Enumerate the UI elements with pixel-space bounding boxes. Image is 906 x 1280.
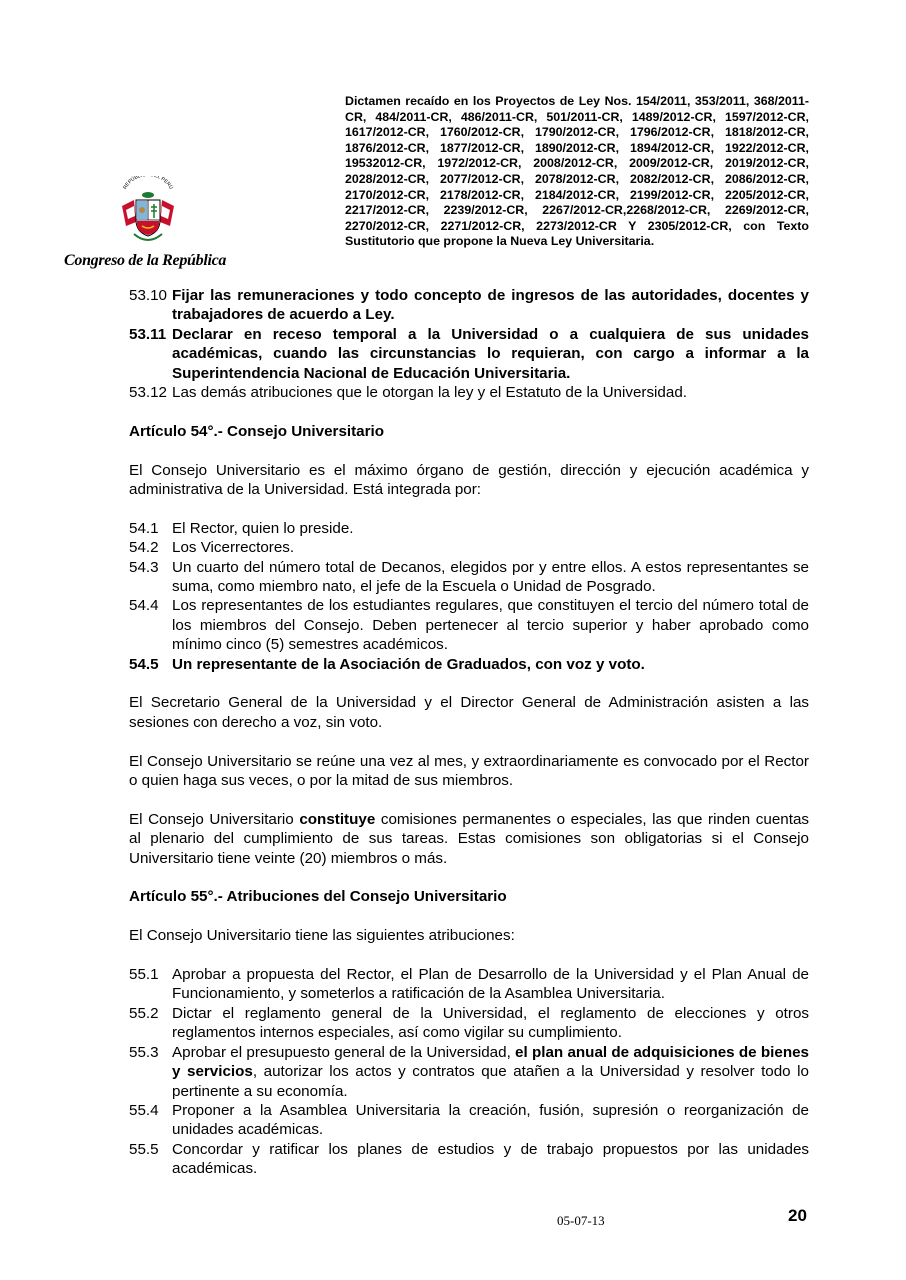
item-text: Los Vicerrectores. xyxy=(172,539,295,557)
item-text: Dictar el reglamento general de la Universidad, el reglamento de elecciones y otros reglamentos internos especiales, así como vigilar su cumplimiento. xyxy=(172,1004,809,1042)
list-item xyxy=(129,1140,809,1179)
svg-text:REPÚBLICA DEL PERÚ: REPÚBL EL PERÚ xyxy=(122,176,174,191)
item-number: 54.1 xyxy=(129,519,159,537)
paragraph: El Consejo Universitario se reúne una vez al mes, y extraordinariamente es convocado por el Rector o quien haga sus veces, o por la mitad de sus miembros. xyxy=(129,752,809,790)
list-item xyxy=(129,655,809,674)
item-number: 55.3 xyxy=(129,1043,159,1061)
item-text: Los representantes de los estudiantes regulares, que constituyen el tercio del número total de los miembros del Consejo. Deben pertenecer al tercio superior y haber aprobado como mínimo cinco (5) semestres académicos. xyxy=(172,597,809,654)
item-text: Proponer a la Asamblea Universitaria la creación, fusión, supresión o reorganización de unidades académicas. xyxy=(172,1101,809,1139)
item-text: Aprobar el presupuesto general de la Universidad, el plan anual de adquisiciones de bienes y servicios, autorizar los actos y contratos que atañen a la Universidad y resolver todo lo pertinente a su economía. xyxy=(172,1043,810,1100)
item-number: 53.12 xyxy=(129,384,168,402)
list-item xyxy=(129,538,809,557)
article-55-intro: El Consejo Universitario tiene las siguientes atribuciones: xyxy=(129,927,515,945)
list-item xyxy=(129,1043,809,1101)
item-number: 54.3 xyxy=(129,558,159,576)
list-item xyxy=(129,286,809,325)
item-number: 54.4 xyxy=(129,597,159,615)
document-body xyxy=(129,286,809,1179)
list-item xyxy=(129,519,809,538)
list-item xyxy=(129,1004,809,1043)
article-54-intro: El Consejo Universitario es el máximo órgano de gestión, dirección y ejecución académica y administrativa de la Universidad. Está integrada por: xyxy=(129,461,809,499)
article-55-heading: Artículo 55°.- Atribuciones del Consejo Universitario xyxy=(129,888,507,906)
item-text: Declarar en receso temporal a la Universidad o a cualquiera de sus unidades académicas, cuando las circunstancias lo requieran, con cargo a informar a la Superintendencia Nacional de Educación Universitaria. xyxy=(172,325,809,382)
footer-date: 05-07-13 xyxy=(557,1213,605,1228)
list-item xyxy=(129,383,809,402)
article-54-heading: Artículo 54°.- Consejo Universitario xyxy=(129,422,385,440)
item-number: 54.2 xyxy=(129,539,159,557)
item-text: Un representante de la Asociación de Graduados, con voz y voto. xyxy=(172,655,645,673)
item-number: 54.5 xyxy=(129,655,159,673)
paragraph: El Secretario General de la Universidad y el Director General de Administración asisten a las sesiones con derecho a voz, sin voto. xyxy=(129,694,809,731)
item-text: El Rector, quien lo preside. xyxy=(172,519,354,537)
congreso-caption: Congreso de la República xyxy=(64,252,227,269)
item-text: Concordar y ratificar los planes de estudios y de trabajo propuestos por las unidades académicas. xyxy=(172,1140,809,1178)
peru-coat-of-arms-logo xyxy=(116,176,180,246)
paragraph: El Consejo Universitario constituye comisiones permanentes o especiales, las que rinden cuentas al plenario del cumplimiento de sus tareas. Estas comisiones son obligatorias si el Consejo Universitario tiene veinte (20) miembros o más. xyxy=(129,810,809,867)
dictamen-header: Dictamen recaído en los Proyectos de Ley Nos. 154/2011, 353/2011, 368/2011-CR, 484/2011-CR, 486/2011-CR, 501/2011-CR, 1489/2012-CR, 1597/2012-CR, 1617/2012-CR, 1760/2012-CR, 1790/2012-CR, 1796/2012-CR, 1818/2012-CR, 1876/2012-CR, 1877/2012-CR, 1890/2012-CR, 1894/2012-CR, 1922/2012-CR, 19532012-CR, 1972/2012-CR, 2008/2012-CR, 2009/2012-CR, 2019/2012-CR, 2028/2012-CR, 2077/2012-CR, 2078/2012-CR, 2082/2012-CR, 2086/2012-CR, 2170/2012-CR, 2178/2012-CR, 2184/2012-CR, 2199/2012-CR, 2205/2012-CR, 2217/2012-CR, 2239/2012-CR, 2267/2012-CR,2268/2012-CR, 2269/2012-CR, 2270/2012-CR, 2271/2012-CR, 2273/2012-CR Y 2305/2012-CR, con Texto Sustitutorio que propone la Nueva Ley Universitaria. xyxy=(345,94,809,249)
item-number: 53.10 xyxy=(129,287,168,304)
list-item xyxy=(129,596,809,654)
item-number: 55.1 xyxy=(129,966,159,984)
item-number: 55.2 xyxy=(129,1004,159,1022)
list-item xyxy=(129,325,809,383)
item-text: Un cuarto del número total de Decanos, elegidos por y entre ellos. A estos representantes se suma, como miembro nato, el jefe de la Escuela o Unidad de Posgrado. xyxy=(172,558,809,596)
item-number: 55.5 xyxy=(129,1140,159,1158)
item-text: Las demás atribuciones que le otorgan la ley y el Estatuto de la Universidad. xyxy=(172,384,687,402)
list-item xyxy=(129,558,809,597)
list-item xyxy=(129,965,809,1004)
item-number: 53.11 xyxy=(129,325,167,343)
list-item xyxy=(129,1101,809,1140)
item-text: Aprobar a propuesta del Rector, el Plan de Desarrollo de la Universidad y el Plan Anual de Funcionamiento, y someterlos a ratificación de la Asamblea Universitaria. xyxy=(172,966,809,1003)
item-number: 55.4 xyxy=(129,1101,159,1119)
item-text: Fijar las remuneraciones y todo concepto de ingresos de las autoridades, docentes y trabajadores de acuerdo a Ley. xyxy=(172,287,809,324)
page-number: 20 xyxy=(788,1206,807,1225)
